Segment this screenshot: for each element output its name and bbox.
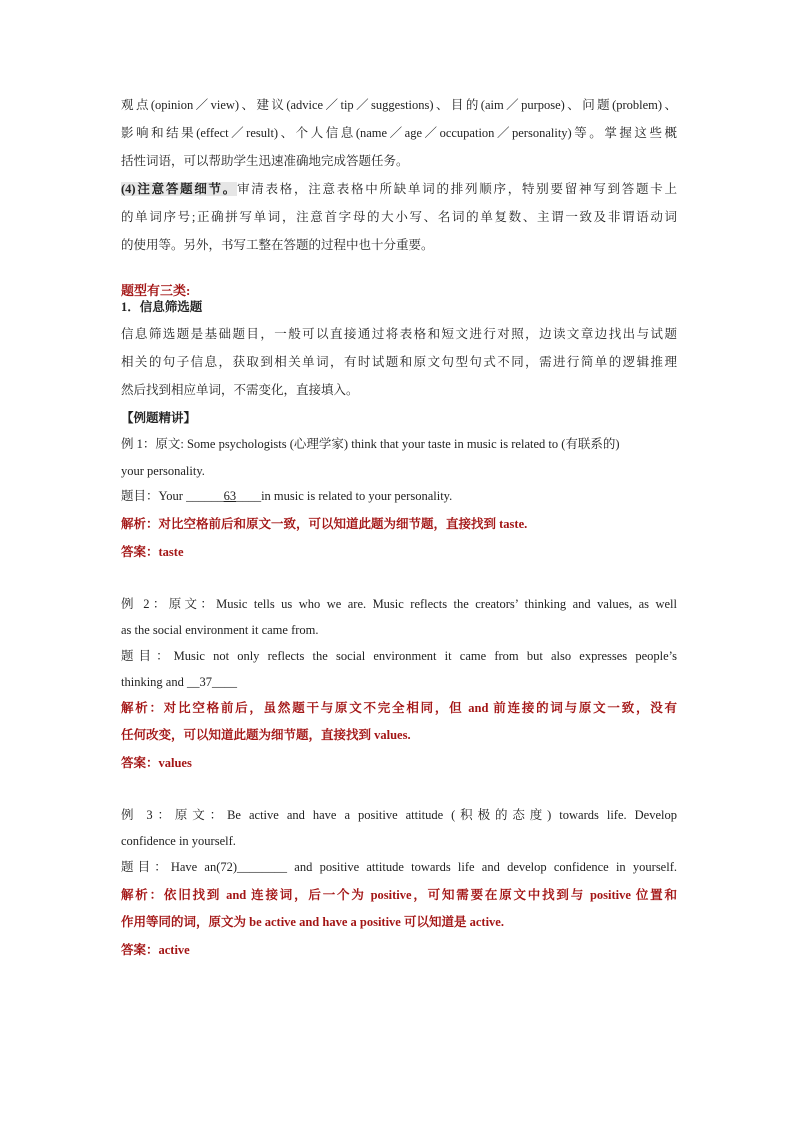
ex2-answer: 答案：values	[121, 756, 192, 770]
intro-line-2: 影响和结果(effect／result)、个人信息(name／age／occupation／personality)等。掌握这些概	[121, 126, 677, 140]
ex1-blank: 63	[223, 489, 237, 503]
section-subtitle: 1．信息筛选题	[121, 300, 203, 314]
ex2-question-2: thinking and __37____	[121, 675, 237, 689]
point4-line-2: 的单词序号;正确拼写单词，注意首字母的大小写、名词的单复数、主谓一致及非谓语动词	[121, 210, 677, 224]
intro-line-3: 括性词语，可以帮助学生迅速准确地完成答题任务。	[121, 154, 409, 168]
ex3-question: 题目：Have an(72)________ and positive attitude towards life and develop confidence in yourself.	[121, 860, 677, 874]
section-desc-1: 信息筛选题是基础题目，一般可以直接通过将表格和短文进行对照，边读文章边找出与试题	[121, 327, 677, 341]
point4-rest: 审清表格，注意表格中所缺单词的排列顺序，特别要留神写到答题卡上	[237, 182, 677, 196]
point4-label: (4)注意答题细节。	[121, 182, 238, 196]
ex3-analysis-1: 解析：依旧找到 and 连接词，后一个为 positive，可知需要在原文中找到与 positive 位置和	[121, 888, 677, 902]
ex3-analysis-2: 作用等同的词，原文为 be active and have a positive 可以知道是 active.	[121, 915, 504, 929]
ex1-question-prefix: 题目：Your ______	[121, 489, 224, 503]
ex1-question-suffix: ____in music is related to your personality.	[236, 489, 453, 503]
ex2-analysis-1: 解析：对比空格前后，虽然题干与原文不完全相同，但 and 前连接的词与原文一致，没有	[121, 701, 677, 715]
section-title: 题型有三类:	[121, 283, 191, 298]
ex2-question-1: 题目：Music not only reflects the social environment it came from but also expresses people’s	[121, 649, 677, 663]
ex1-original-1: 例 1：原文: Some psychologists (心理学家) think that your taste in music is related to (有联系的)	[121, 437, 620, 451]
section-desc-2: 相关的句子信息，获取到相关单词，有时试题和原文句型句式不同，需进行简单的逻辑推理	[121, 355, 677, 369]
ex2-original-2: as the social environment it came from.	[121, 623, 319, 637]
ex3-original-2: confidence in yourself.	[121, 834, 236, 848]
intro-line-1: 观点(opinion／view)、建议(advice／tip／suggestions)、目的(aim／purpose)、问题(problem)、	[121, 98, 677, 112]
point4-line-1	[121, 179, 677, 197]
section-desc-3: 然后找到相应单词，不需变化，直接填入。	[121, 383, 359, 397]
ex1-original-2: your personality.	[121, 464, 205, 478]
ex1-question	[121, 486, 677, 504]
ex1-answer: 答案：taste	[121, 545, 184, 559]
ex2-analysis-2: 任何改变，可以知道此题为细节题，直接找到 values.	[121, 728, 411, 742]
ex2-original-1: 例 2：原文：Music tells us who we are. Music reflects the creators’ thinking and values, as well	[121, 597, 677, 611]
examples-heading: 【例题精讲】	[121, 411, 197, 425]
point4-line-3: 的使用等。另外，书写工整在答题的过程中也十分重要。	[121, 238, 434, 252]
ex1-analysis: 解析：对比空格前后和原文一致，可以知道此题为细节题，直接找到 taste.	[121, 517, 528, 531]
ex3-original-1: 例 3：原文：Be active and have a positive attitude (积极的态度) towards life. Develop	[121, 808, 677, 822]
ex3-answer: 答案：active	[121, 943, 190, 957]
